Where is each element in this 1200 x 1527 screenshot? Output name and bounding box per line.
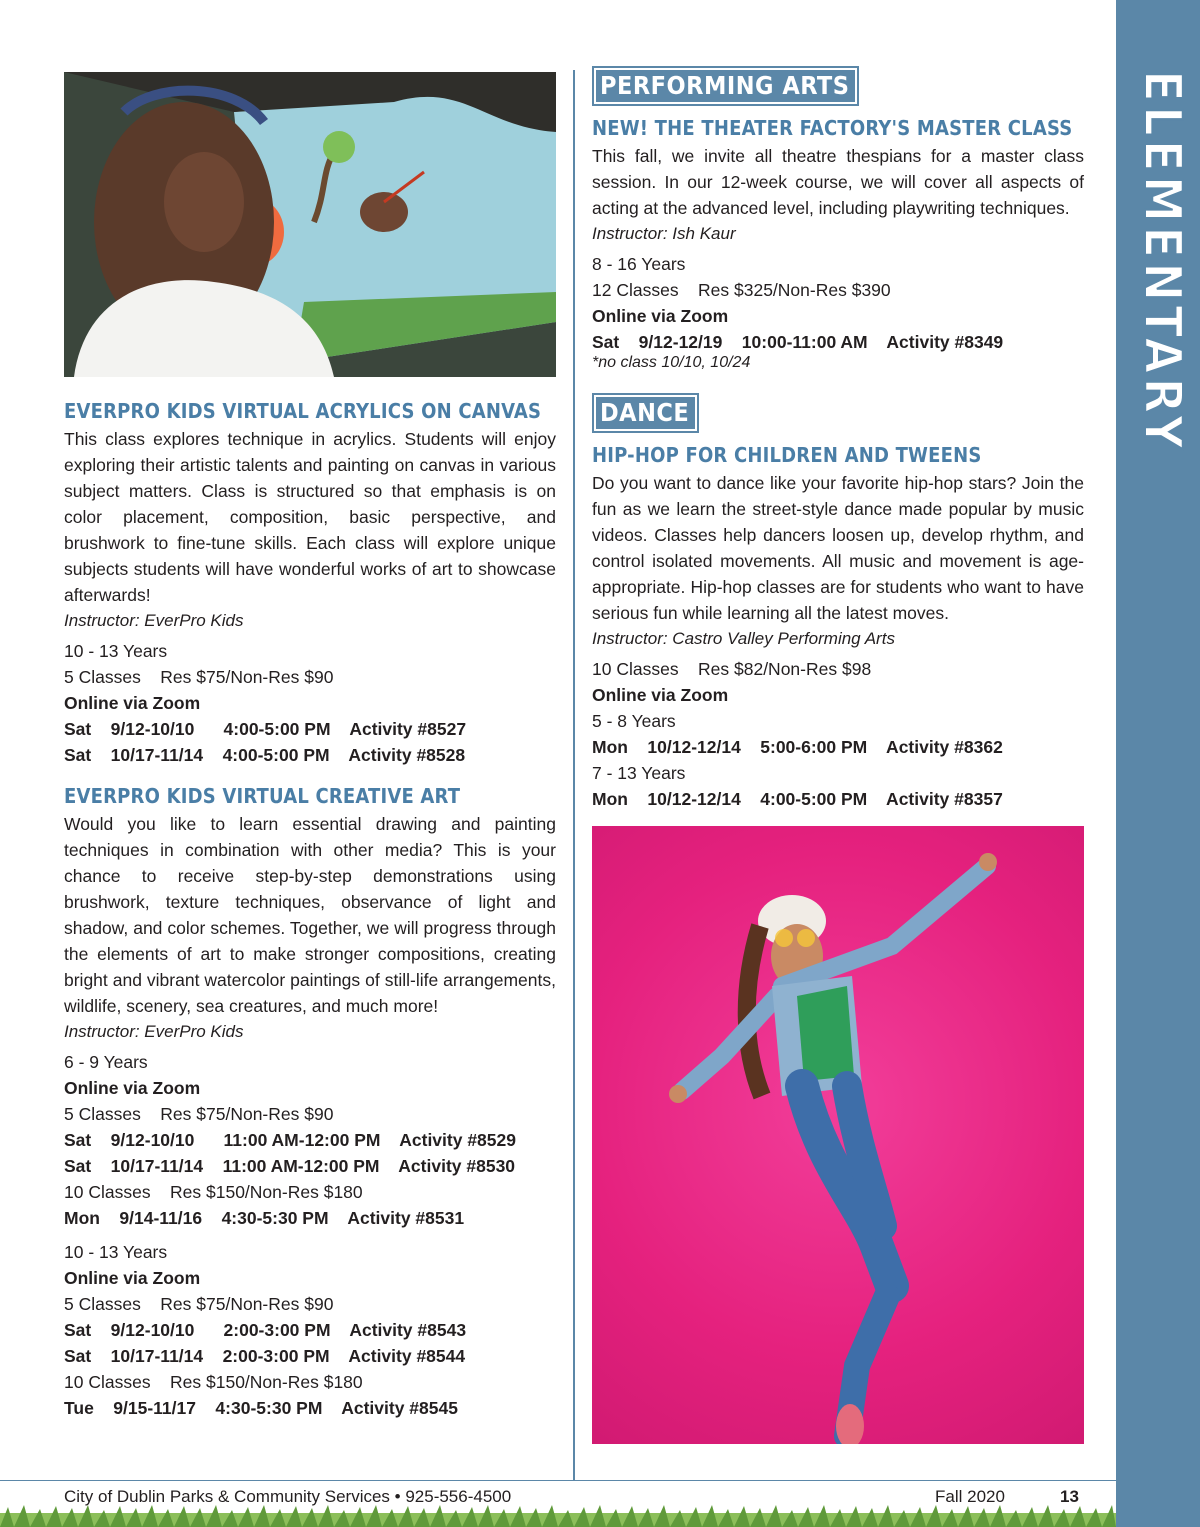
course-description-hiphop: Do you want to dance like your favorite hip-hop stars? Join the fun as we learn the street-style dance made popular by music videos. Classes help dancers loosen up, develop rhythm, and control isolated movements. All music and movement is age-appropriate. Hip-hop classes are for students who want to have serious fun while learning all the latest moves. (592, 473, 1084, 623)
ages-creative-art-2: 10 - 13 Years (64, 1242, 168, 1262)
fees-creative-art-2a: 5 Classes Res $75/Non-Res $90 (64, 1294, 334, 1314)
column-divider (573, 70, 575, 1480)
session-row: Mon 9/14-11/16 4:30-5:30 PM Activity #8531 (64, 1208, 465, 1228)
ages-hiphop-1: 5 - 8 Years (592, 711, 676, 731)
instructor-theater: Instructor: Ish Kaur (592, 224, 736, 243)
ages-acrylics: 10 - 13 Years (64, 641, 168, 661)
fees-creative-art-1a: 5 Classes Res $75/Non-Res $90 (64, 1104, 334, 1124)
session-row: Sat 10/17-11/14 2:00-3:00 PM Activity #8544 (64, 1346, 466, 1366)
ages-hiphop-2: 7 - 13 Years (592, 763, 686, 783)
session-row: Sat 9/12-10/10 2:00-3:00 PM Activity #8543 (64, 1320, 467, 1340)
session-row: Sat 9/12-10/10 11:00 AM-12:00 PM Activity #8529 (64, 1130, 516, 1150)
page-number: 13 (1060, 1487, 1079, 1506)
session-row: Sat 10/17-11/14 11:00 AM-12:00 PM Activity #8530 (64, 1156, 516, 1176)
course-description-theater: This fall, we invite all theatre thespians for a master class session. In our 12-week course, we will cover all aspects of acting at the advanced level, including playwriting techniques. (592, 146, 1084, 218)
section-tag-performing-arts: PERFORMING ARTS (592, 66, 859, 106)
location-hiphop: Online via Zoom (592, 685, 729, 705)
course-title-hiphop: HIP-HOP FOR CHILDREN AND TWEENS (592, 443, 982, 467)
instructor-hiphop: Instructor: Castro Valley Performing Arts (592, 629, 895, 648)
note-theater: *no class 10/10, 10/24 (592, 354, 751, 371)
right-column (592, 66, 1084, 1444)
session-row: Tue 9/15-11/17 4:30-5:30 PM Activity #8545 (64, 1398, 458, 1418)
session-row: Mon 10/12-12/14 5:00-6:00 PM Activity #8362 (592, 737, 1003, 757)
ages-theater: 8 - 16 Years (592, 254, 686, 274)
child-painting-illustration (64, 72, 556, 377)
section-tag-dance: DANCE (592, 393, 699, 433)
fees-hiphop: 10 Classes Res $82/Non-Res $98 (592, 659, 872, 679)
fees-creative-art-1b: 10 Classes Res $150/Non-Res $180 (64, 1182, 363, 1202)
instructor-acrylics: Instructor: EverPro Kids (64, 611, 244, 630)
location-acrylics: Online via Zoom (64, 693, 201, 713)
footer-season: Fall 2020 (935, 1487, 1005, 1506)
sidebar-label: ELEMENTARY (1132, 70, 1192, 453)
fees-creative-art-2b: 10 Classes Res $150/Non-Res $180 (64, 1372, 363, 1392)
course-description-acrylics: This class explores technique in acrylics. Students will enjoy exploring their artistic talents and painting on canvas in various subject matters. Class is structured so that emphasis is on color placement, composition, basic perspective, and brushwork to fine-tune skills. Each class will explore unique subjects students will have wonderful works of art to showcase afterwards! (64, 429, 556, 605)
course-title-acrylics: EVERPRO KIDS VIRTUAL ACRYLICS ON CANVAS (64, 399, 542, 423)
location-theater: Online via Zoom (592, 306, 729, 326)
location-creative-art-2: Online via Zoom (64, 1268, 201, 1288)
left-column (64, 72, 556, 1421)
course-description-creative-art: Would you like to learn essential drawing and painting techniques in combination with other media? This is your chance to receive step-by-step demonstrations using brushwork, texture techniques, observance of light and shadow, and color schemes. Together, we will progress through the elements of art to make stronger compositions, creating bright and vibrant watercolor paintings of still-life arrangements, wildlife, scenery, sea creatures, and much more! (64, 814, 556, 1016)
session-row: Sat 9/12-12/19 10:00-11:00 AM Activity #8349 (592, 332, 1004, 352)
course-title-creative-art: EVERPRO KIDS VIRTUAL CREATIVE ART (64, 784, 461, 808)
instructor-creative-art: Instructor: EverPro Kids (64, 1022, 244, 1041)
fees-acrylics: 5 Classes Res $75/Non-Res $90 (64, 667, 334, 687)
grass-border (0, 1505, 1116, 1527)
session-row: Sat 9/12-10/10 4:00-5:00 PM Activity #8527 (64, 719, 467, 739)
course-title-theater: NEW! THE THEATER FACTORY'S MASTER CLASS (592, 116, 1073, 140)
footer-rule (0, 1480, 1116, 1481)
fees-theater: 12 Classes Res $325/Non-Res $390 (592, 280, 891, 300)
footer-organization: City of Dublin Parks & Community Services • 925-556-4500 (64, 1487, 512, 1506)
session-row: Mon 10/12-12/14 4:00-5:00 PM Activity #8357 (592, 789, 1003, 809)
session-row: Sat 10/17-11/14 4:00-5:00 PM Activity #8528 (64, 745, 466, 765)
location-creative-art-1: Online via Zoom (64, 1078, 201, 1098)
ages-creative-art-1: 6 - 9 Years (64, 1052, 148, 1072)
girl-dancing-photo (592, 826, 1084, 1444)
girl-dancing-illustration (592, 826, 1084, 1444)
child-painting-photo (64, 72, 556, 377)
